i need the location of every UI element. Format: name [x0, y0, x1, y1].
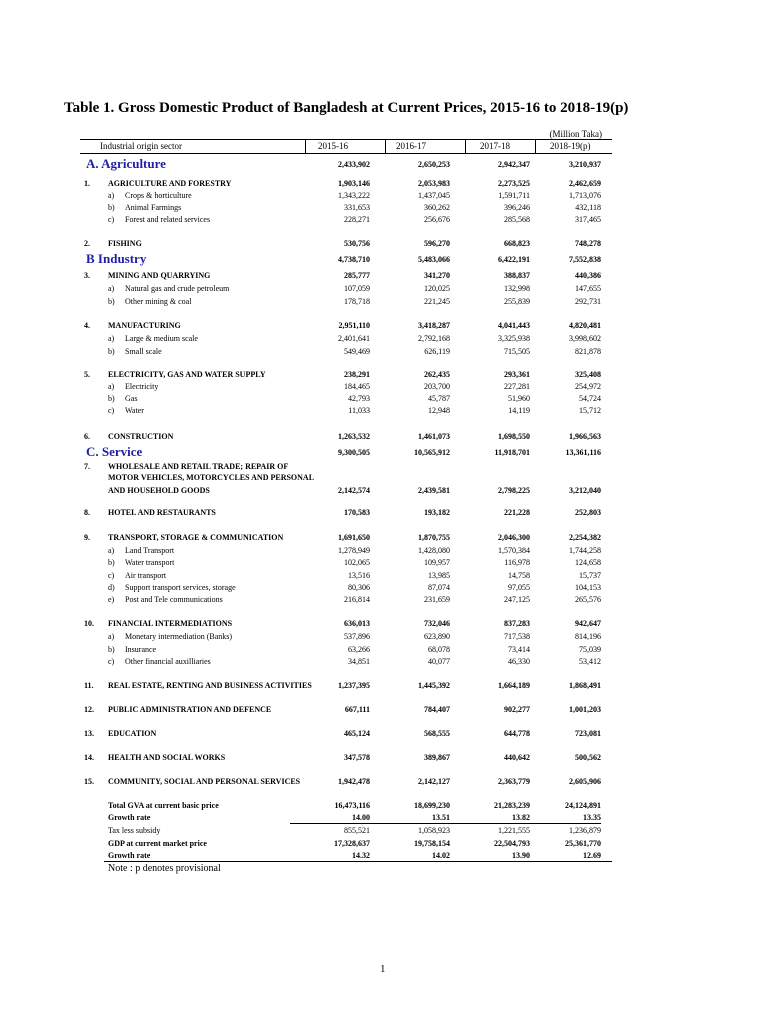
- cell-value: 325,408: [575, 370, 601, 379]
- row-letter: c): [108, 406, 115, 415]
- cell-value: 13.35: [521, 813, 601, 824]
- cell-value: 54,724: [579, 394, 601, 403]
- cell-value: 623,890: [424, 632, 450, 641]
- cell-value: 13.51: [370, 813, 450, 824]
- cell-value: 203,700: [424, 382, 450, 391]
- cell-value: 668,823: [504, 239, 530, 248]
- cell-value: 13,516: [348, 571, 370, 580]
- row-label: Post and Tele communications: [125, 595, 223, 604]
- row-label: Animal Farmings: [125, 203, 182, 212]
- cell-value: 178,718: [344, 297, 370, 306]
- row-label: GDP at current market price: [108, 839, 207, 848]
- cell-value: 2,142,574: [338, 486, 370, 495]
- row-letter: c): [108, 571, 115, 580]
- cell-value: 465,124: [344, 729, 370, 738]
- cell-value: 2,254,382: [569, 533, 601, 542]
- cell-value: 4,820,481: [569, 321, 601, 330]
- cell-value: 715,505: [504, 347, 530, 356]
- cell-value: 12,948: [428, 406, 450, 415]
- row-label: WHOLESALE AND RETAIL TRADE; REPAIR OF: [108, 462, 289, 471]
- cell-value: 2,605,906: [569, 777, 601, 786]
- cell-value: 2,053,983: [418, 179, 450, 188]
- cell-value: 124,658: [575, 558, 601, 567]
- section-heading: C. Service: [86, 444, 143, 459]
- cell-value: 227,281: [504, 382, 530, 391]
- cell-value: 42,793: [348, 394, 370, 403]
- cell-value: 40,077: [428, 657, 450, 666]
- row-label: Forest and related services: [125, 215, 211, 224]
- cell-value: 13.90: [512, 851, 530, 860]
- cell-value: 1,343,222: [338, 191, 370, 200]
- cell-value: 723,081: [575, 729, 601, 738]
- cell-value: 34,851: [348, 657, 370, 666]
- cell-value: 231,659: [424, 595, 450, 604]
- cell-value: 102,065: [344, 558, 370, 567]
- cell-value: 184,465: [344, 382, 370, 391]
- table-bottom-rule: [104, 861, 612, 862]
- cell-value: 814,196: [575, 632, 601, 641]
- row-letter: e): [108, 595, 115, 604]
- row-label: AGRICULTURE AND FORESTRY: [108, 179, 232, 188]
- cell-value: 2,798,225: [498, 486, 530, 495]
- cell-value: 1,868,491: [569, 681, 601, 690]
- row-label: MANUFACTURING: [108, 321, 181, 330]
- cell-value: 636,013: [344, 619, 370, 628]
- row-number: 2.: [84, 239, 90, 248]
- cell-value: 14,758: [508, 571, 530, 580]
- cell-value: 1,870,755: [418, 533, 450, 542]
- cell-value: 1,058,923: [418, 826, 450, 835]
- cell-value: 837,283: [504, 619, 530, 628]
- row-number: 15.: [84, 777, 94, 786]
- cell-value: 51,960: [508, 394, 530, 403]
- row-number: 13.: [84, 729, 94, 738]
- cell-value: 293,361: [504, 370, 530, 379]
- cell-value: 347,578: [344, 753, 370, 762]
- row-number: 5.: [84, 370, 90, 379]
- cell-value: 596,270: [424, 239, 450, 248]
- row-number: 3.: [84, 271, 90, 280]
- row-letter: c): [108, 215, 115, 224]
- cell-value: 4,738,710: [338, 255, 370, 264]
- row-number: 10.: [84, 619, 94, 628]
- row-letter: b): [108, 347, 115, 356]
- cell-value: 942,647: [575, 619, 601, 628]
- cell-value: 1,278,949: [338, 546, 370, 555]
- cell-value: 1,461,073: [418, 432, 450, 441]
- cell-value: 116,978: [504, 558, 530, 567]
- row-label: TRANSPORT, STORAGE & COMMUNICATION: [108, 533, 284, 542]
- cell-value: 1,445,392: [418, 681, 450, 690]
- row-label: Air transport: [125, 571, 167, 580]
- row-label: EDUCATION: [108, 729, 157, 738]
- cell-value: 15,737: [579, 571, 601, 580]
- cell-value: 87,074: [428, 583, 450, 592]
- cell-value: 1,236,879: [569, 826, 601, 835]
- row-label: ELECTRICITY, GAS AND WATER SUPPLY: [108, 370, 266, 379]
- page-title: Table 1. Gross Domestic Product of Bangladesh at Current Prices, 2015-16 to 2018-19(p): [64, 100, 629, 116]
- cell-value: 2,433,902: [338, 160, 370, 169]
- cell-value: 45,787: [428, 394, 450, 403]
- cell-value: 14,119: [508, 406, 530, 415]
- cell-value: 360,262: [424, 203, 450, 212]
- row-label: Large & medium scale: [125, 334, 198, 343]
- cell-value: 902,277: [504, 705, 530, 714]
- row-label: Water transport: [125, 558, 175, 567]
- cell-value: 2,363,779: [498, 777, 530, 786]
- cell-value: 15,712: [579, 406, 601, 415]
- cell-value: 17,328,637: [334, 839, 370, 848]
- row-label: MOTOR VEHICLES, MOTORCYCLES AND PERSONAL: [108, 473, 315, 482]
- cell-value: 748,278: [575, 239, 601, 248]
- cell-value: 63,266: [348, 645, 370, 654]
- cell-value: 228,271: [344, 215, 370, 224]
- cell-value: 53,412: [579, 657, 601, 666]
- row-letter: b): [108, 203, 115, 212]
- cell-value: 16,473,116: [334, 801, 370, 810]
- cell-value: 717,538: [504, 632, 530, 641]
- cell-value: 667,111: [344, 705, 370, 714]
- cell-value: 1,691,650: [338, 533, 370, 542]
- row-letter: c): [108, 657, 115, 666]
- cell-value: 285,777: [344, 271, 370, 280]
- row-letter: a): [108, 382, 115, 391]
- cell-value: 238,291: [344, 370, 370, 379]
- cell-value: 3,418,287: [418, 321, 450, 330]
- row-label: HOTEL AND RESTAURANTS: [108, 508, 216, 517]
- cell-value: 10,565,912: [414, 448, 450, 457]
- row-letter: b): [108, 297, 115, 306]
- cell-value: 500,562: [575, 753, 601, 762]
- cell-value: 14.00: [290, 813, 370, 824]
- cell-value: 97,055: [508, 583, 530, 592]
- cell-value: 2,462,659: [569, 179, 601, 188]
- row-label: Growth rate: [108, 813, 151, 822]
- cell-value: 11,918,701: [494, 448, 530, 457]
- cell-value: 80,306: [348, 583, 370, 592]
- cell-value: 22,504,793: [494, 839, 530, 848]
- row-number: 7.: [84, 462, 90, 471]
- cell-value: 216,814: [344, 595, 370, 604]
- cell-value: 432,118: [575, 203, 601, 212]
- cell-value: 389,867: [424, 753, 450, 762]
- cell-value: 331,653: [344, 203, 370, 212]
- cell-value: 1,664,189: [498, 681, 530, 690]
- cell-value: 2,439,581: [418, 486, 450, 495]
- cell-value: 2,046,300: [498, 533, 530, 542]
- row-number: 11.: [84, 681, 94, 690]
- cell-value: 292,731: [575, 297, 601, 306]
- cell-value: 1,698,550: [498, 432, 530, 441]
- cell-value: 46,330: [508, 657, 530, 666]
- row-letter: a): [108, 191, 115, 200]
- cell-value: 254,972: [575, 382, 601, 391]
- cell-value: 25,361,770: [565, 839, 601, 848]
- cell-value: 2,401,641: [338, 334, 370, 343]
- cell-value: 1,437,045: [418, 191, 450, 200]
- row-letter: d): [108, 583, 115, 592]
- row-label: Other mining & coal: [125, 297, 192, 306]
- cell-value: 1,591,711: [498, 191, 530, 200]
- row-label: Small scale: [125, 347, 162, 356]
- cell-value: 2,792,168: [418, 334, 450, 343]
- cell-value: 13,985: [428, 571, 450, 580]
- footnote: Note : p denotes provisional: [108, 863, 221, 874]
- cell-value: 14.02: [432, 851, 450, 860]
- cell-value: 6,422,191: [498, 255, 530, 264]
- row-label: Natural gas and crude petroleum: [125, 284, 230, 293]
- cell-value: 3,210,937: [569, 160, 601, 169]
- header-year-2016-17: 2016-17: [396, 141, 426, 151]
- cell-value: 13.82: [450, 813, 530, 824]
- section-heading: B Industry: [86, 251, 147, 266]
- row-label: Crops & horticulture: [125, 191, 192, 200]
- cell-value: 221,228: [504, 508, 530, 517]
- units-label: (Million Taka): [549, 129, 602, 139]
- cell-value: 68,078: [428, 645, 450, 654]
- cell-value: 2,273,525: [498, 179, 530, 188]
- row-letter: a): [108, 334, 115, 343]
- cell-value: 3,325,938: [498, 334, 530, 343]
- row-number: 14.: [84, 753, 94, 762]
- cell-value: 3,212,040: [569, 486, 601, 495]
- cell-value: 9,300,505: [338, 448, 370, 457]
- header-year-2015-16: 2015-16: [318, 141, 348, 151]
- cell-value: 7,552,838: [569, 255, 601, 264]
- cell-value: 644,778: [504, 729, 530, 738]
- row-label: CONSTRUCTION: [108, 432, 174, 441]
- cell-value: 732,046: [424, 619, 450, 628]
- cell-value: 24,124,891: [565, 801, 601, 810]
- cell-value: 1,263,532: [338, 432, 370, 441]
- cell-value: 21,283,239: [494, 801, 530, 810]
- row-label: FISHING: [108, 239, 142, 248]
- cell-value: 1,237,395: [338, 681, 370, 690]
- row-label: REAL ESTATE, RENTING AND BUSINESS ACTIVITIES: [108, 681, 312, 690]
- header-sector: Industrial origin sector: [100, 141, 182, 151]
- cell-value: 2,650,253: [418, 160, 450, 169]
- cell-value: 3,998,602: [569, 334, 601, 343]
- cell-value: 388,837: [504, 271, 530, 280]
- row-label: FINANCIAL INTERMEDIATIONS: [108, 619, 233, 628]
- cell-value: 1,570,384: [498, 546, 530, 555]
- cell-value: 255,839: [504, 297, 530, 306]
- cell-value: 626,119: [424, 347, 450, 356]
- header-year-2017-18: 2017-18: [480, 141, 510, 151]
- cell-value: 855,521: [344, 826, 370, 835]
- header-year-2018-19: 2018-19(p): [550, 141, 591, 151]
- cell-value: 221,245: [424, 297, 450, 306]
- row-label: Total GVA at current basic price: [108, 801, 219, 810]
- row-label: Tax less subsidy: [108, 826, 161, 835]
- row-label: COMMUNITY, SOCIAL AND PERSONAL SERVICES: [108, 777, 301, 786]
- cell-value: 104,153: [575, 583, 601, 592]
- cell-value: 4,041,443: [498, 321, 530, 330]
- cell-value: 170,583: [344, 508, 370, 517]
- cell-value: 262,435: [424, 370, 450, 379]
- cell-value: 2,142,127: [418, 777, 450, 786]
- cell-value: 440,386: [575, 271, 601, 280]
- cell-value: 14.32: [352, 851, 370, 860]
- cell-value: 285,568: [504, 215, 530, 224]
- cell-value: 396,246: [504, 203, 530, 212]
- cell-value: 265,576: [575, 595, 601, 604]
- row-number: 12.: [84, 705, 94, 714]
- cell-value: 19,758,154: [414, 839, 450, 848]
- cell-value: 440,642: [504, 753, 530, 762]
- row-number: 9.: [84, 533, 90, 542]
- cell-value: 1,966,563: [569, 432, 601, 441]
- row-label: Other financial auxilliaries: [125, 657, 211, 666]
- cell-value: 2,951,110: [338, 321, 370, 330]
- row-label: Insurance: [125, 645, 157, 654]
- row-label: AND HOUSEHOLD GOODS: [108, 486, 210, 495]
- cell-value: 256,676: [424, 215, 450, 224]
- row-label: Land Transport: [125, 546, 175, 555]
- cell-value: 341,270: [424, 271, 450, 280]
- row-label: Water: [125, 406, 144, 415]
- cell-value: 12.69: [583, 851, 601, 860]
- cell-value: 18,699,230: [414, 801, 450, 810]
- cell-value: 1,428,080: [418, 546, 450, 555]
- cell-value: 252,803: [575, 508, 601, 517]
- cell-value: 247,125: [504, 595, 530, 604]
- row-label: HEALTH AND SOCIAL WORKS: [108, 753, 226, 762]
- cell-value: 1,942,478: [338, 777, 370, 786]
- row-label: Monetary intermediation (Banks): [125, 632, 233, 641]
- cell-value: 5,483,066: [418, 255, 450, 264]
- row-letter: a): [108, 632, 115, 641]
- cell-value: 549,469: [344, 347, 370, 356]
- cell-value: 1,221,555: [498, 826, 530, 835]
- cell-value: 568,555: [424, 729, 450, 738]
- cell-value: 1,001,203: [569, 705, 601, 714]
- row-label: PUBLIC ADMINISTRATION AND DEFENCE: [108, 705, 272, 714]
- cell-value: 530,756: [344, 239, 370, 248]
- cell-value: 107,059: [344, 284, 370, 293]
- row-label: Support transport services, storage: [125, 583, 236, 592]
- cell-value: 193,182: [424, 508, 450, 517]
- cell-value: 13,361,116: [565, 448, 601, 457]
- page-number: 1: [380, 963, 386, 975]
- cell-value: 784,407: [424, 705, 450, 714]
- cell-value: 120,025: [424, 284, 450, 293]
- row-number: 4.: [84, 321, 90, 330]
- row-number: 8.: [84, 508, 90, 517]
- cell-value: 73,414: [508, 645, 530, 654]
- cell-value: 317,465: [575, 215, 601, 224]
- row-label: MINING AND QUARRYING: [108, 271, 211, 280]
- row-number: 6.: [84, 432, 90, 441]
- cell-value: 1,744,258: [569, 546, 601, 555]
- row-letter: b): [108, 558, 115, 567]
- cell-value: 821,878: [575, 347, 601, 356]
- cell-value: 1,903,146: [338, 179, 370, 188]
- row-number: 1.: [84, 179, 90, 188]
- row-letter: b): [108, 645, 115, 654]
- row-letter: a): [108, 284, 115, 293]
- cell-value: 2,942,347: [498, 160, 530, 169]
- row-label: Gas: [125, 394, 138, 403]
- cell-value: 109,957: [424, 558, 450, 567]
- row-letter: a): [108, 546, 115, 555]
- row-label: Electricity: [125, 382, 159, 391]
- row-label: Growth rate: [108, 851, 151, 860]
- cell-value: 132,998: [504, 284, 530, 293]
- row-letter: b): [108, 394, 115, 403]
- cell-value: 537,896: [344, 632, 370, 641]
- cell-value: 147,655: [575, 284, 601, 293]
- cell-value: 75,039: [579, 645, 601, 654]
- cell-value: 11,033: [348, 406, 370, 415]
- section-heading: A. Agriculture: [86, 156, 166, 171]
- cell-value: 1,713,076: [569, 191, 601, 200]
